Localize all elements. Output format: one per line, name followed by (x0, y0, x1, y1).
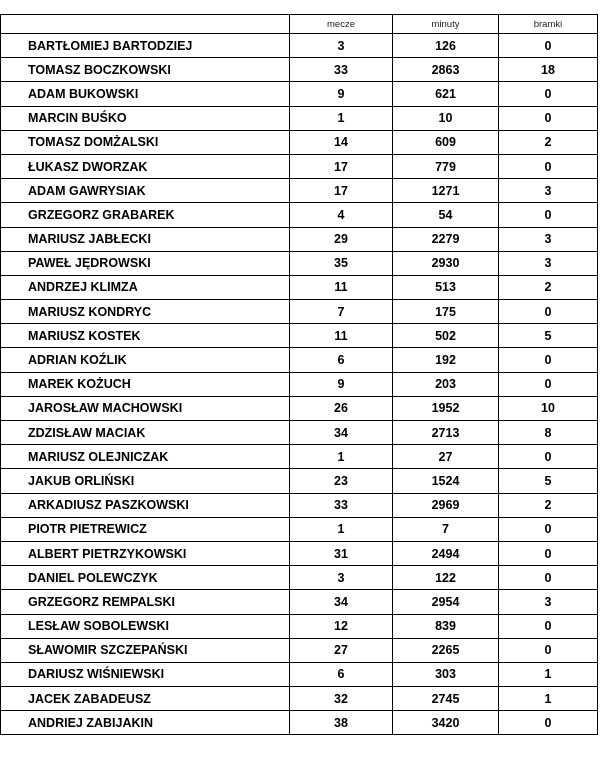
table-row (1, 445, 598, 469)
bramki-cell: 0 (499, 445, 598, 469)
bramki-cell: 0 (499, 372, 598, 396)
mecze-cell: 12 (290, 614, 393, 638)
player-name: SŁAWOMIR SZCZEPAŃSKI (1, 638, 290, 662)
mecze-cell: 3 (290, 34, 393, 58)
mecze-cell: 29 (290, 227, 393, 251)
mecze-cell: 1 (290, 106, 393, 130)
player-name: ADAM GAWRYSIAK (1, 179, 290, 203)
mecze-cell: 33 (290, 493, 393, 517)
player-name: GRZEGORZ GRABAREK (1, 203, 290, 227)
minuty-cell: 513 (393, 275, 499, 299)
table-row (1, 324, 598, 348)
player-name: JAROSŁAW MACHOWSKI (1, 396, 290, 420)
player-name: BARTŁOMIEJ BARTODZIEJ (1, 34, 290, 58)
table-row (1, 372, 598, 396)
player-name: ŁUKASZ DWORZAK (1, 154, 290, 178)
minuty-cell: 2863 (393, 58, 499, 82)
minuty-cell: 1952 (393, 396, 499, 420)
mecze-cell: 35 (290, 251, 393, 275)
player-name: PIOTR PIETREWICZ (1, 517, 290, 541)
header-row (1, 15, 598, 34)
bramki-cell: 5 (499, 324, 598, 348)
mecze-cell: 26 (290, 396, 393, 420)
mecze-cell: 11 (290, 324, 393, 348)
bramki-cell: 1 (499, 662, 598, 686)
bramki-cell: 0 (499, 541, 598, 565)
minuty-cell: 122 (393, 566, 499, 590)
bramki-cell: 3 (499, 179, 598, 203)
bramki-cell: 3 (499, 227, 598, 251)
minuty-cell: 779 (393, 154, 499, 178)
mecze-cell: 6 (290, 662, 393, 686)
player-name: DARIUSZ WIŚNIEWSKI (1, 662, 290, 686)
table-row (1, 396, 598, 420)
bramki-cell: 10 (499, 396, 598, 420)
bramki-cell: 0 (499, 614, 598, 638)
player-name: ANDRIEJ ZABIJAKIN (1, 711, 290, 735)
table-row (1, 58, 598, 82)
mecze-cell: 4 (290, 203, 393, 227)
minuty-cell: 1524 (393, 469, 499, 493)
table-row (1, 106, 598, 130)
bramki-cell: 2 (499, 275, 598, 299)
minuty-cell: 2745 (393, 687, 499, 711)
table-row (1, 179, 598, 203)
minuty-cell: 126 (393, 34, 499, 58)
minuty-cell: 2930 (393, 251, 499, 275)
player-name: MARIUSZ KOSTEK (1, 324, 290, 348)
mecze-cell: 11 (290, 275, 393, 299)
player-name: JAKUB ORLIŃSKI (1, 469, 290, 493)
header-bramki: bramki (499, 15, 598, 34)
table-row (1, 203, 598, 227)
minuty-cell: 7 (393, 517, 499, 541)
header-mecze: mecze (290, 15, 393, 34)
bramki-cell: 0 (499, 348, 598, 372)
table-row (1, 517, 598, 541)
player-name: LESŁAW SOBOLEWSKI (1, 614, 290, 638)
header-minuty: minuty (393, 15, 499, 34)
table-row (1, 348, 598, 372)
minuty-cell: 502 (393, 324, 499, 348)
table-row (1, 130, 598, 154)
mecze-cell: 17 (290, 154, 393, 178)
bramki-cell: 0 (499, 82, 598, 106)
bramki-cell: 0 (499, 203, 598, 227)
table-row (1, 662, 598, 686)
bramki-cell: 0 (499, 154, 598, 178)
bramki-cell: 0 (499, 638, 598, 662)
mecze-cell: 17 (290, 179, 393, 203)
mecze-cell: 32 (290, 687, 393, 711)
mecze-cell: 31 (290, 541, 393, 565)
bramki-cell: 0 (499, 34, 598, 58)
bramki-cell: 5 (499, 469, 598, 493)
mecze-cell: 34 (290, 590, 393, 614)
player-name: ZDZISŁAW MACIAK (1, 421, 290, 445)
minuty-cell: 609 (393, 130, 499, 154)
mecze-cell: 1 (290, 517, 393, 541)
bramki-cell: 8 (499, 421, 598, 445)
table-row (1, 687, 598, 711)
mecze-cell: 6 (290, 348, 393, 372)
minuty-cell: 2713 (393, 421, 499, 445)
table-row (1, 711, 598, 735)
bramki-cell: 0 (499, 711, 598, 735)
player-name: MARIUSZ KONDRYC (1, 300, 290, 324)
player-name: ARKADIUSZ PASZKOWSKI (1, 493, 290, 517)
mecze-cell: 7 (290, 300, 393, 324)
player-name: ADRIAN KOŹLIK (1, 348, 290, 372)
bramki-cell: 2 (499, 493, 598, 517)
table-row (1, 638, 598, 662)
bramki-cell: 0 (499, 517, 598, 541)
player-name: PAWEŁ JĘDROWSKI (1, 251, 290, 275)
bramki-cell: 2 (499, 130, 598, 154)
minuty-cell: 2954 (393, 590, 499, 614)
mecze-cell: 14 (290, 130, 393, 154)
player-name: TOMASZ DOMŻALSKI (1, 130, 290, 154)
minuty-cell: 203 (393, 372, 499, 396)
table-row (1, 275, 598, 299)
minuty-cell: 1271 (393, 179, 499, 203)
table-row (1, 566, 598, 590)
minuty-cell: 3420 (393, 711, 499, 735)
mecze-cell: 27 (290, 638, 393, 662)
minuty-cell: 839 (393, 614, 499, 638)
bramki-cell: 18 (499, 58, 598, 82)
minuty-cell: 303 (393, 662, 499, 686)
bramki-cell: 3 (499, 590, 598, 614)
bramki-cell: 3 (499, 251, 598, 275)
player-name: ANDRZEJ KLIMZA (1, 275, 290, 299)
bramki-cell: 0 (499, 300, 598, 324)
table-row (1, 614, 598, 638)
player-name: GRZEGORZ REMPALSKI (1, 590, 290, 614)
player-name: MARIUSZ OLEJNICZAK (1, 445, 290, 469)
mecze-cell: 23 (290, 469, 393, 493)
mecze-cell: 38 (290, 711, 393, 735)
minuty-cell: 2494 (393, 541, 499, 565)
minuty-cell: 10 (393, 106, 499, 130)
minuty-cell: 175 (393, 300, 499, 324)
table-row (1, 154, 598, 178)
player-name: MAREK KOŻUCH (1, 372, 290, 396)
player-name: DANIEL POLEWCZYK (1, 566, 290, 590)
mecze-cell: 9 (290, 82, 393, 106)
table-row (1, 251, 598, 275)
player-name: JACEK ZABADEUSZ (1, 687, 290, 711)
mecze-cell: 9 (290, 372, 393, 396)
player-name: TOMASZ BOCZKOWSKI (1, 58, 290, 82)
table-row (1, 227, 598, 251)
minuty-cell: 192 (393, 348, 499, 372)
header-name (1, 15, 290, 34)
minuty-cell: 2969 (393, 493, 499, 517)
player-name: MARCIN BUŚKO (1, 106, 290, 130)
table-row (1, 82, 598, 106)
player-rows (1, 34, 598, 735)
table-row (1, 493, 598, 517)
table-row (1, 34, 598, 58)
mecze-cell: 1 (290, 445, 393, 469)
table-row (1, 300, 598, 324)
mecze-cell: 33 (290, 58, 393, 82)
table-row (1, 541, 598, 565)
bramki-cell: 1 (499, 687, 598, 711)
player-stats-table (0, 14, 598, 735)
table-row (1, 590, 598, 614)
bramki-cell: 0 (499, 106, 598, 130)
table-row (1, 469, 598, 493)
minuty-cell: 2265 (393, 638, 499, 662)
minuty-cell: 621 (393, 82, 499, 106)
mecze-cell: 34 (290, 421, 393, 445)
minuty-cell: 54 (393, 203, 499, 227)
table-row (1, 421, 598, 445)
minuty-cell: 2279 (393, 227, 499, 251)
bramki-cell: 0 (499, 566, 598, 590)
mecze-cell: 3 (290, 566, 393, 590)
minuty-cell: 27 (393, 445, 499, 469)
player-name: ADAM BUKOWSKI (1, 82, 290, 106)
player-name: ALBERT PIETRZYKOWSKI (1, 541, 290, 565)
player-name: MARIUSZ JABŁECKI (1, 227, 290, 251)
